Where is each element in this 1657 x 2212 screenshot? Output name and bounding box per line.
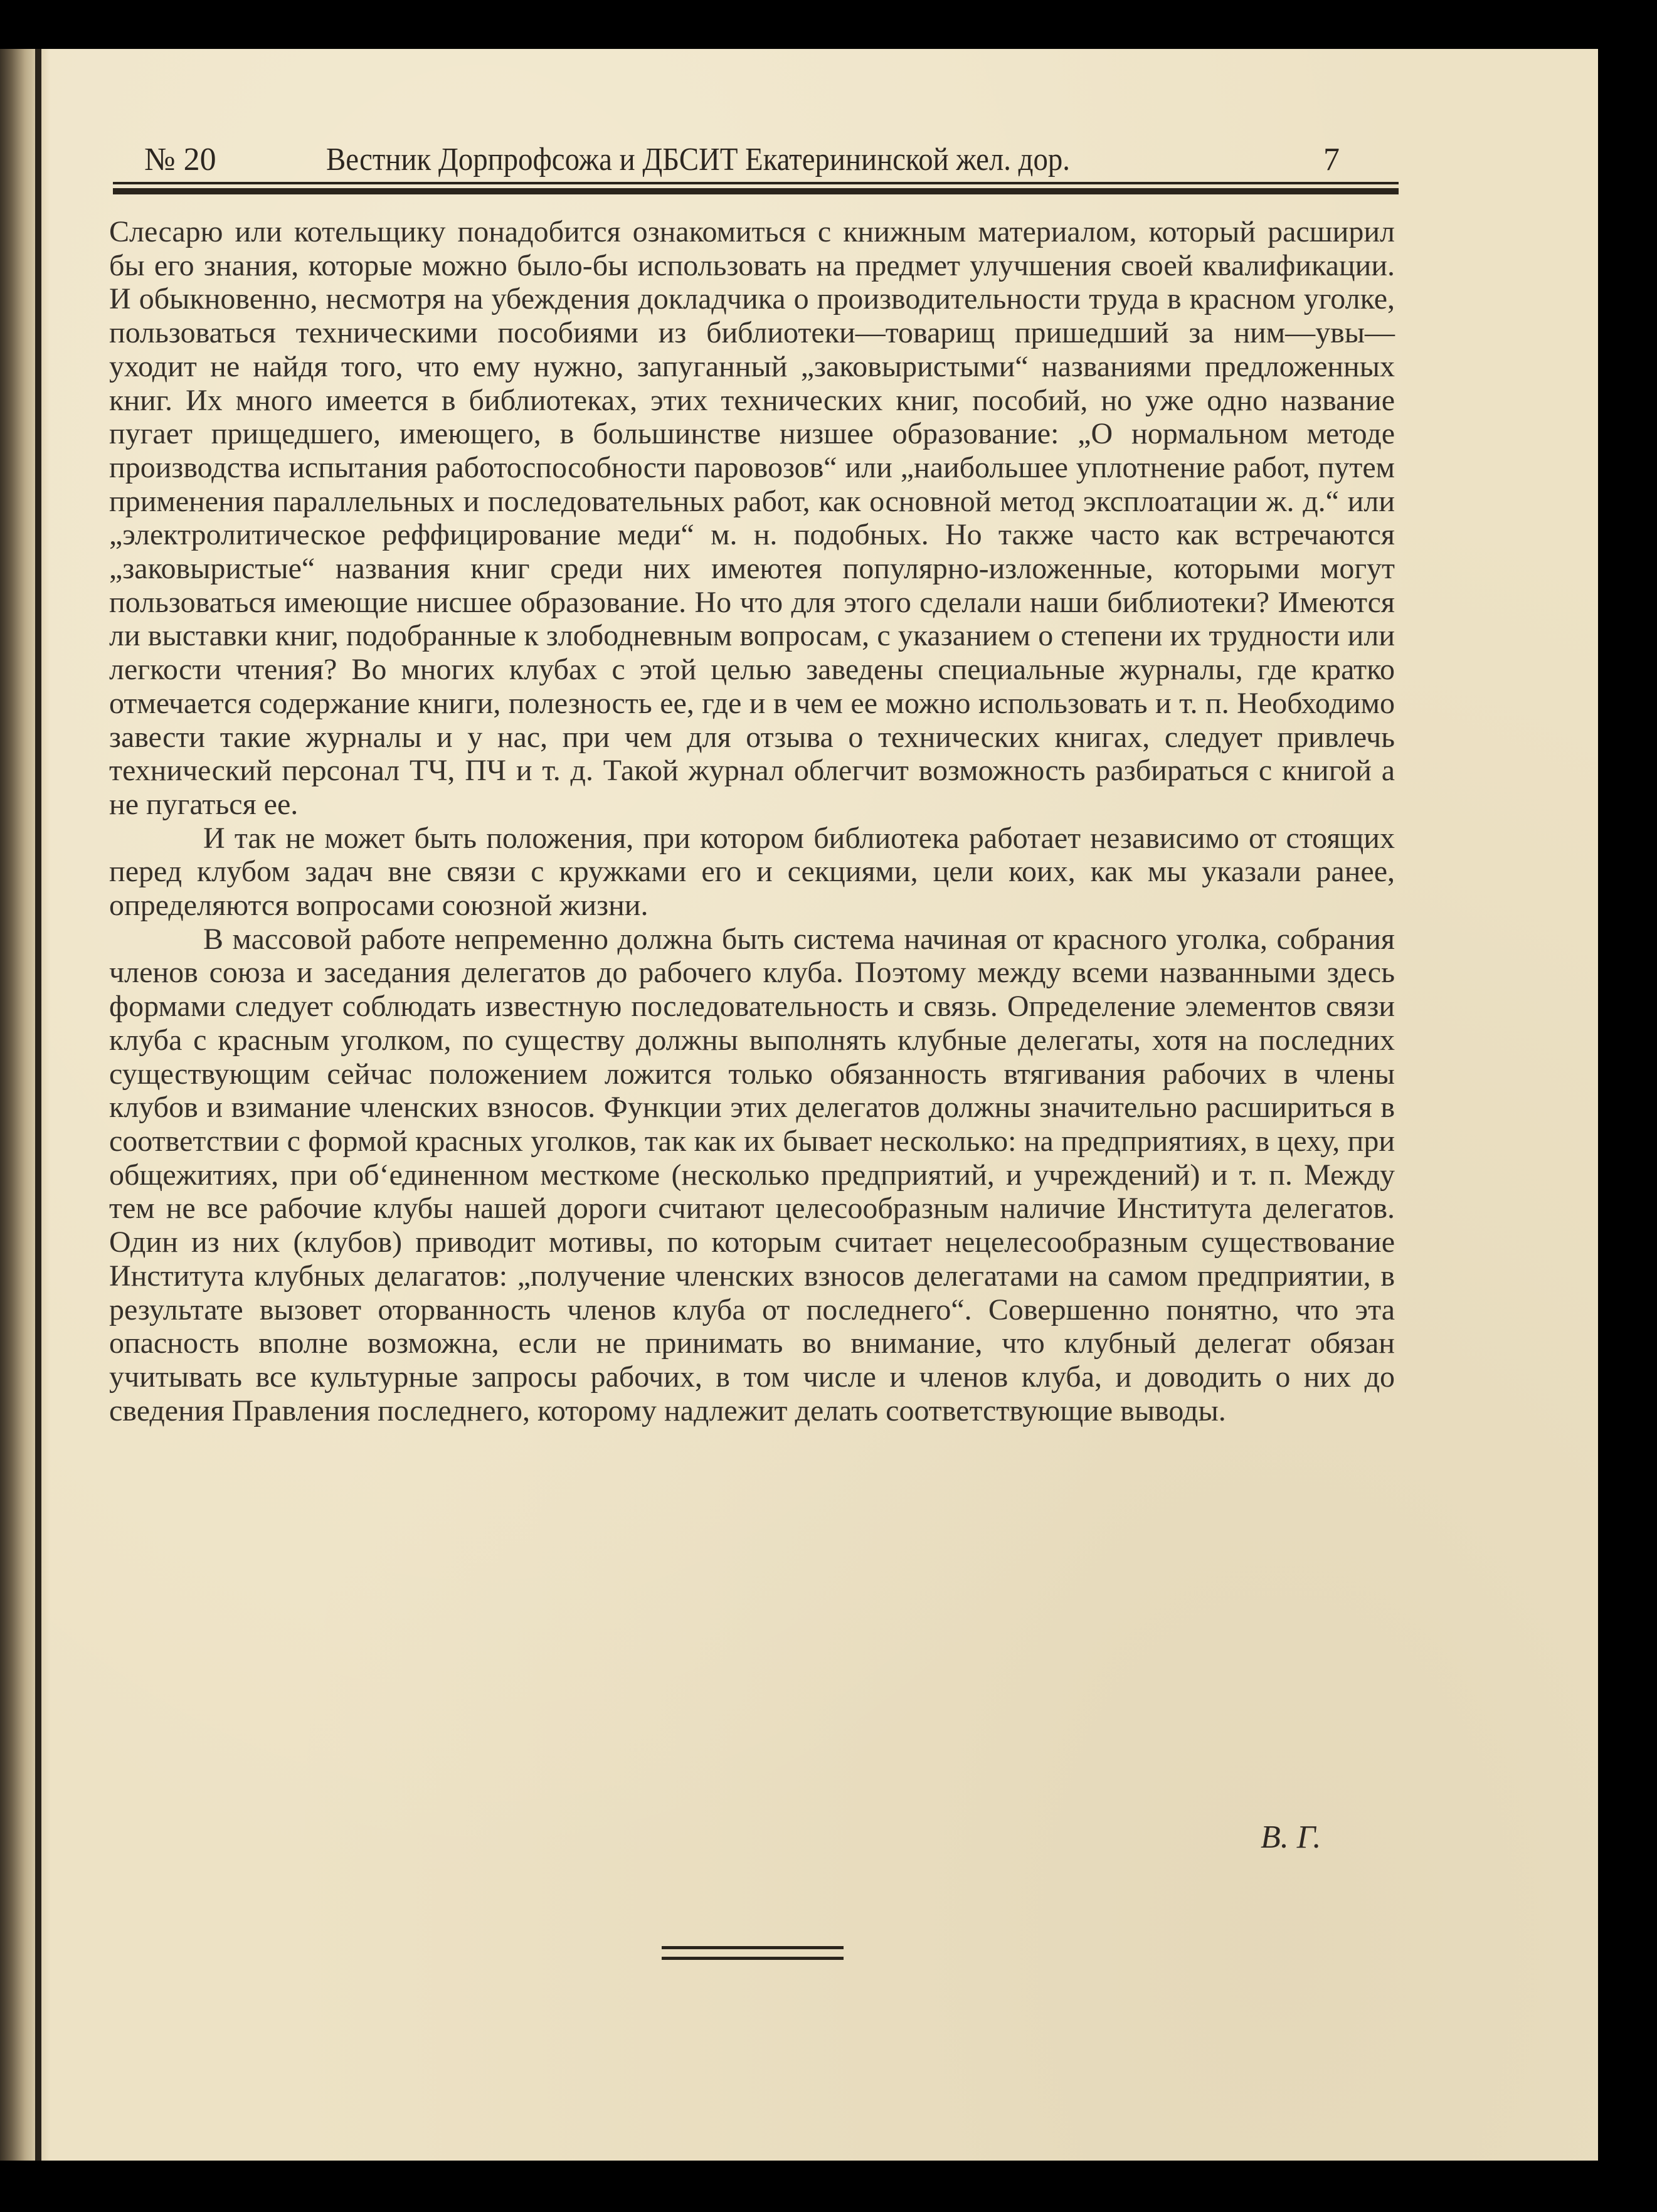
end-rule-bottom bbox=[662, 1957, 844, 1960]
scan-border-bottom bbox=[0, 2161, 1657, 2212]
page-spine-shadow bbox=[0, 49, 50, 2161]
article-paragraph-3: В массовой работе непременно должна быть система начиная от красного уголка, собрания членов союза и заседания делегатов до рабочего клуба. Поэтому между всеми названными здесь формами следует соблюдать известную последовательность и связь. Определение элементов связи клуба с красным уголком, по существу должны выполнять клубные делегаты, хотя на последних существующим сейчас положением ложится только обязанность втягивания рабочих в члены клубов и взимание членских взносов. Функции этих делегатов должны значительно расшириться в соответствии с формой красных уголков, так как их бывает несколько: на предприятиях, в цеху, при общежитиях, при об‘единенном месткоме (несколько предприятий, и учреждений) и т. п. Между тем не все рабочие клубы нашей дороги считают целесообразным наличие Института делегатов. Один из них (клубов) приводит мотивы, по которым считает нецелесообразным существование Института клубных делагатов: „получение членских взносов делегатами на самом предприятии, в результате вызовет оторванность членов клуба от последнего“. Совершенно понятно, что эта опасность вполне возможна, если не принимать во внимание, что клубный делегат обязан учитывать все культурные запросы рабочих, в том числе и членов клуба, и доводить о них до сведения Правления последнего, которому надлежит делать соответствующие выводы. bbox=[109, 922, 1395, 1427]
article-body bbox=[109, 215, 1395, 1427]
header-rule-thin bbox=[113, 182, 1399, 184]
binding-edge bbox=[35, 49, 41, 2161]
running-header bbox=[113, 141, 1399, 185]
end-rule-top bbox=[662, 1946, 844, 1949]
issue-number: № 20 bbox=[144, 142, 216, 177]
publication-title: Вестник Дорпрофсожа и ДБСИТ Екатерининской жел. дор. bbox=[326, 142, 1070, 177]
article-paragraph-1: Слесарю или котельщику понадобится ознакомиться с книжным материалом, который расширил бы его знания, которые можно было-бы использовать на предмет улучшения своей квалификации. И обыкновенно, несмотря на убеждения докладчика о производительности труда в красном уголке, пользоваться техническими пособиями из библиотеки—товарищ пришедший за ним—увы—уходит не найдя того, что ему нужно, запуганный „заковыристыми“ названиями предложенных книг. Их много имеется в библиотеках, этих технических книг, пособий, но уже одно название пугает прищедшего, имеющего, в большинстве низшее образование: „О нормальном методе производства испытания работоспособности паровозов“ или „наибольшее уплотнение работ, путем применения параллельных и последовательных работ, как основной метод эксплоатации ж. д.“ или „электролитическое реффицирование меди“ м. н. подобных. Но также часто как встречаются „заковыристые“ названия книг среди них имеютея популярно-изложенные, которыми могут пользоваться имеющие нисшее образование. Но что для этого сделали наши библиотеки? Имеются ли выставки книг, подобранные к злободневным вопросам, с указанием о степени их трудности или легкости чтения? Во многих клубах с этой целью заведены специальные журналы, где кратко отмечается содержание книги, полезность ее, где и в чем ее можно использовать и т. п. Необходимо завести такие журналы и у нас, при чем для отзыва о технических книгах, следует привлечь технический персонал ТЧ, ПЧ и т. д. Такой журнал облегчит возможность разбираться с книгой а не пугаться ее. bbox=[109, 215, 1395, 821]
scan-border-right bbox=[1598, 0, 1657, 2212]
author-signature: В. Г. bbox=[1261, 1819, 1321, 1855]
scan-border-top bbox=[0, 0, 1657, 49]
header-rule-thick bbox=[113, 188, 1399, 194]
article-paragraph-2: И так не может быть положения, при котором библиотека работает независимо от стоящих перед клубом задач вне связи с кружками его и секциями, цели коих, как мы указали ранее, определяются вопросами союзной жизни. bbox=[109, 821, 1395, 923]
page-number: 7 bbox=[1323, 142, 1340, 177]
